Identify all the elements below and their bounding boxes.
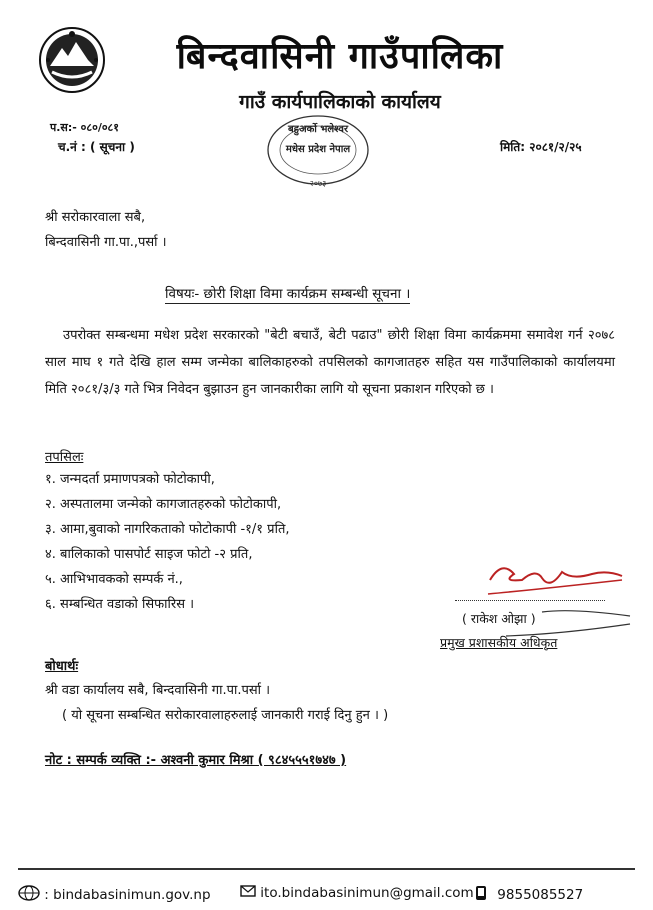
mail-icon	[240, 885, 256, 901]
subject-line: विषयः- छोरी शिक्षा विमा कार्यक्रम सम्बन्धी सूचना ।	[165, 286, 411, 302]
email-text: ito.bindabasinimun@gmail.com	[260, 885, 474, 901]
list-item: ४. बालिकाको पासपोर्ट साइज फोटो -२ प्रति,	[45, 547, 253, 562]
page-subtitle: गाउँ कार्यपालिकाको कार्यालय	[239, 91, 441, 113]
website-text: : bindabasinimun.gov.np	[44, 887, 211, 903]
list-item: ५. आभिभावकको सम्पर्क नं.,	[45, 572, 183, 587]
footer-email	[240, 885, 474, 901]
signatory-name: ( राकेश ओझा )	[462, 611, 536, 626]
phone-text: 9855085527	[497, 887, 584, 903]
globe-icon	[18, 885, 40, 905]
list-item: ३. आमा,बुवाको नागरिकताको फोटोकापी -१/१ प्रति,	[45, 522, 290, 537]
recipient-line-1: श्री सरोकारवाला सबै,	[45, 210, 146, 225]
office-stamp	[262, 112, 374, 190]
dispatch-number: च.नं : ( सूचना )	[58, 140, 135, 154]
footer-phone	[475, 885, 583, 905]
contact-note: नोट : सम्पर्क व्यक्ति :- अश्वनी कुमार मिश्रा ( ९८४५५५१७४७ )	[45, 753, 347, 768]
fiscal-ref: प.स:- ०८०/०८१	[50, 121, 119, 134]
bodharth-line-1: श्री वडा कार्यालय सबै, बिन्दवासिनी गा.पा.पर्सा ।	[45, 683, 271, 698]
document-list	[45, 467, 290, 617]
footer-website	[18, 885, 211, 905]
signature-line	[455, 600, 605, 601]
recipient-line-2: बिन्दवासिनी गा.पा.,पर्सा ।	[45, 235, 167, 250]
bodharth-heading: बोधार्थः	[45, 659, 79, 674]
signatory-post: प्रमुख प्रशासकीय अधिकृत	[440, 635, 558, 650]
bodharth-line-2: ( यो सूचना सम्बन्धित सरोकारवालाहरुलाई जानकारी गराई दिनु हुन । )	[62, 708, 389, 723]
svg-text:२०७३: २०७३	[309, 179, 327, 188]
list-item: २. अस्पतालमा जन्मेको कागजातहरुको फोटोकापी,	[45, 497, 282, 512]
svg-text:मधेस प्रदेश नेपाल: मधेस प्रदेश नेपाल	[285, 144, 351, 155]
notice-paragraph: उपरोक्त सम्बन्धमा मधेश प्रदेश सरकारको "बेटी बचाउँ, बेटी पढाउ" छोरी शिक्षा विमा कार्यक्रममा समावेश गर्न २०७८ साल माघ १ गते देखि हाल सम्म जन्मेका बालिकाहरुको तपसिलको कागजातहरु सहित यस गाउँपालिकाको कार्यालयमा मिति २०८१/३/३ गते भित्र निवेदन बुझाउन हुन जानकारीका लागि यो सूचना प्रकाशन गरिएको छ ।	[45, 328, 615, 397]
list-item: ६. सम्बन्धित वडाको सिफारिस ।	[45, 597, 195, 612]
footer-divider	[18, 868, 635, 870]
phone-icon	[475, 885, 487, 905]
list-item: १. जन्मदर्ता प्रमाणपत्रको फोटोकापी,	[45, 472, 215, 487]
svg-text:बहुअर्को भलेश्वर: बहुअर्को भलेश्वर	[287, 124, 349, 135]
page-title: बिन्दवासिनी गाउँपालिका	[176, 36, 504, 77]
letter-date: मिति: २०८१/२/२५	[500, 140, 582, 154]
nepal-emblem-icon	[38, 26, 106, 94]
list-heading: तपसिलः	[45, 450, 84, 465]
